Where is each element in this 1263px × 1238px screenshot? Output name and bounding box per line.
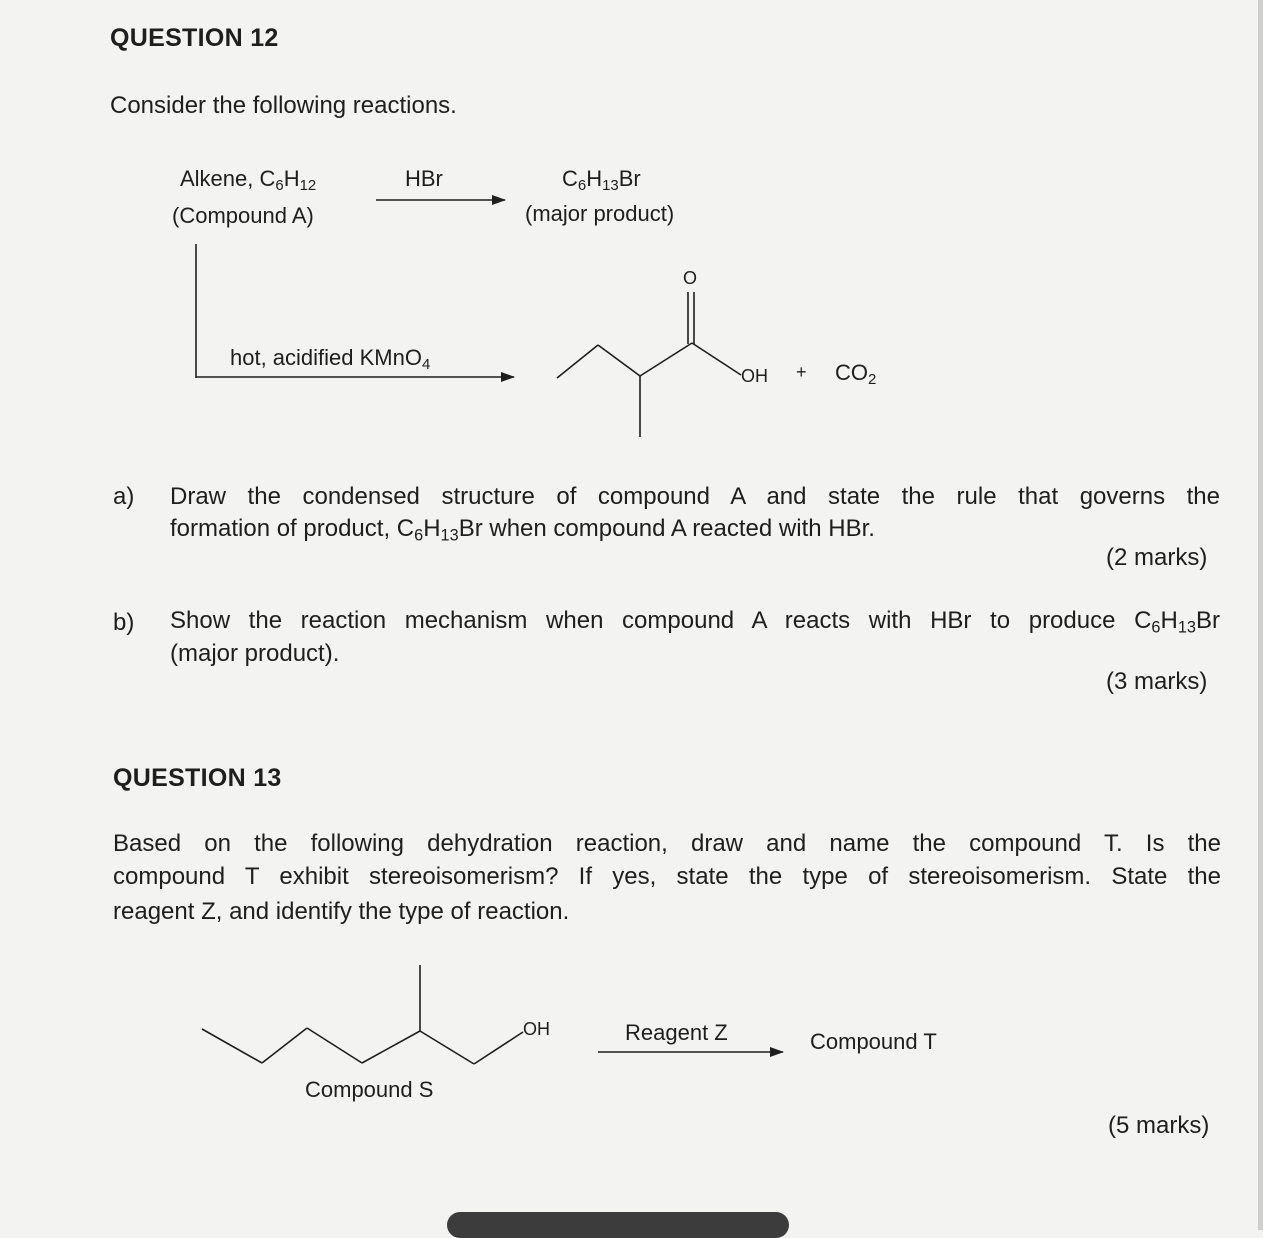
co2-formula: $CO_2$ xyxy=(835,360,877,389)
part-a-marks: (2 marks) xyxy=(1106,544,1208,571)
hydroxyl-group: OH xyxy=(741,366,768,386)
reactant-formula: Alkene, $C_6H_{12}$ xyxy=(180,166,317,195)
question-12-intro: Consider the following reactions. xyxy=(110,92,457,119)
product-formula: $C_6H_{13}Br$ xyxy=(562,166,641,195)
question-13-line1: Based on the following dehydration reaction, draw and name the compound T. Is the xyxy=(113,830,1221,857)
part-a-line1: Draw the condensed structure of compound A and state the rule that governs the xyxy=(170,483,1220,510)
part-b-line1: Show the reaction mechanism when compound A reacts with HBr to produce $C_6H_{13}Br$ xyxy=(170,607,1220,637)
part-b-label: b) xyxy=(113,609,135,636)
carboxylic-acid-skeleton xyxy=(557,292,741,437)
compound-s-hydroxyl: OH xyxy=(523,1019,550,1039)
question-13-marks: (5 marks) xyxy=(1108,1112,1210,1139)
question-13-line2: compound T exhibit stereoisomerism? If yes, state the type of stereoisomerism. State the xyxy=(113,863,1221,890)
compound-a-label: (Compound A) xyxy=(172,203,314,228)
question-12-title: QUESTION 12 xyxy=(110,24,279,52)
page-edge xyxy=(1258,0,1263,1230)
compound-s-skeleton xyxy=(202,965,523,1064)
part-a-label: a) xyxy=(113,483,135,510)
question-13-title: QUESTION 13 xyxy=(113,764,282,792)
reagent-kmno4: hot, acidified KMnO$_4$ xyxy=(230,345,431,374)
plus-sign: + xyxy=(796,362,807,382)
part-b-line2: (major product). xyxy=(170,640,340,667)
compound-t-label: Compound T xyxy=(810,1029,937,1054)
question-13-line3: reagent Z, and identify the type of reaction. xyxy=(113,898,570,925)
part-b-marks: (3 marks) xyxy=(1106,668,1208,695)
part-a-line2: formation of product, $C_6H_{13}Br$ when compound A reacted with HBr. xyxy=(170,515,875,545)
compound-s-label: Compound S xyxy=(305,1077,434,1102)
reagent-hbr: HBr xyxy=(405,166,443,191)
reagent-z-label: Reagent Z xyxy=(625,1020,728,1045)
major-product-label: (major product) xyxy=(525,201,675,226)
carbonyl-oxygen: O xyxy=(683,268,698,288)
bottom-scroll-bar[interactable] xyxy=(447,1212,789,1238)
